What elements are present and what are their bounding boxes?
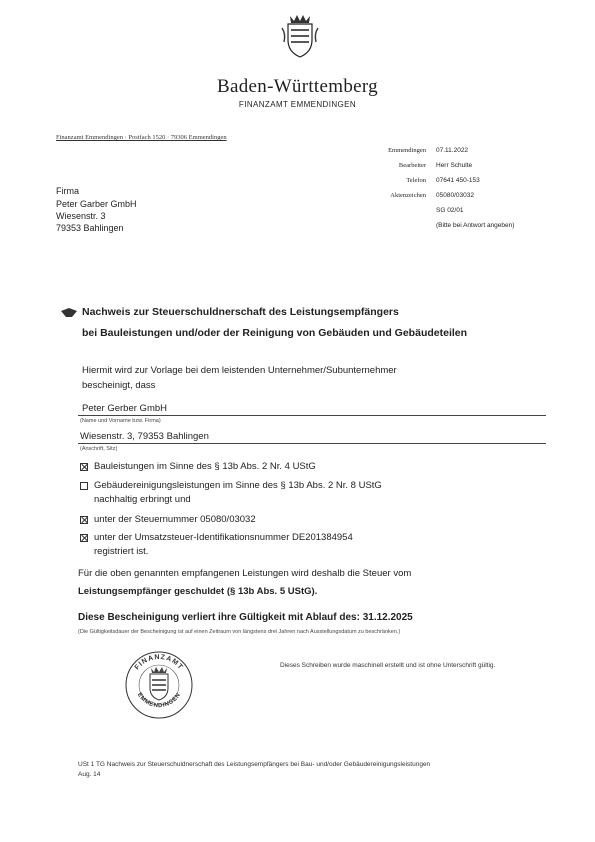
meta-label: Aktenzeichen [390, 192, 426, 199]
checkbox-construction-services[interactable] [80, 463, 88, 471]
coat-of-arms-icon [280, 10, 320, 60]
footer-form-id: USt 1 TG Nachweis zur Steuerschuldnerschaft des Leistungsempfängers bei Bau- und/oder Gebäudereinigungsleistungen [78, 761, 431, 768]
conclusion-line-1: Für die oben genannten empfangenen Leistungen wird deshalb die Steuer vom [78, 568, 412, 579]
meta-group [330, 207, 540, 219]
meta-value: Herr Schulte [436, 162, 473, 169]
return-address: Finanzamt Emmendingen · Postfach 1520 · 79306 Emmendingen [56, 134, 227, 141]
company-caption: (Name und Vorname bzw. Firma) [80, 418, 161, 424]
recipient-line: 79353 Bahlingen [56, 223, 124, 233]
checkbox-tax-number[interactable] [80, 516, 88, 524]
meta-value: SG 02/01 [436, 207, 464, 214]
meta-label: Telefon [406, 177, 426, 184]
svg-text:FINANZAMT: FINANZAMT [133, 653, 185, 672]
document-marker-icon [60, 307, 78, 318]
meta-value: 07.11.2022 [436, 147, 469, 154]
system-note: Dieses Schreiben wurde maschinell erstellt und ist ohne Unterschrift gültig. [280, 662, 496, 669]
meta-hint [330, 222, 540, 234]
meta-clerk [330, 162, 540, 174]
company-address-underline [78, 443, 546, 444]
state-name: Baden-Württemberg [217, 76, 378, 97]
check-label: unter der Steuernummer 05080/03032 [94, 514, 256, 525]
address-caption: (Anschrift, Sitz) [80, 446, 118, 452]
intro-line-2: bescheinigt, dass [82, 380, 156, 391]
meta-phone [330, 177, 540, 189]
meta-value: (Bitte bei Antwort angeben) [436, 222, 515, 229]
check-label: Gebäudereinigungsleistungen im Sinne des § 13b Abs. 2 Nr. 8 UStG [94, 480, 382, 491]
validity-statement: Diese Bescheinigung verliert ihre Gültigkeit mit Ablauf des: 31.12.2025 [78, 612, 413, 623]
title-line-2: bei Bauleistungen und/oder der Reinigung von Gebäuden und Gebäudeteilen [82, 327, 468, 339]
meta-label: Emmendingen [388, 147, 426, 154]
check-label-cont: nachhaltig erbringt und [94, 494, 191, 505]
recipient-line: Firma [56, 186, 79, 196]
meta-value: 07641 450-153 [436, 177, 480, 184]
meta-file-number [330, 192, 540, 204]
meta-date [330, 147, 540, 159]
conclusion-text: Leistungsempfänger geschuldet (§ 13b Abs. 5 UStG). [78, 586, 318, 597]
check-label: Bauleistungen im Sinne des § 13b Abs. 2 Nr. 4 UStG [94, 461, 316, 472]
meta-label: Bearbeiter [398, 162, 426, 169]
checkbox-vat-id[interactable] [80, 534, 88, 542]
conclusion-line-2 [78, 586, 317, 597]
intro-line-1: Hiermit wird zur Vorlage bei dem leistenden Unternehmer/Subunternehmer [82, 365, 397, 376]
checkbox-cleaning-services[interactable] [80, 482, 88, 490]
check-label: unter der Umsatzsteuer-Identifikationsnummer DE201384954 [94, 532, 353, 543]
office-name: FINANZAMT EMMENDINGEN [238, 100, 357, 109]
official-seal-icon [124, 650, 194, 720]
title-line-1: Nachweis zur Steuerschuldnerschaft des Leistungsempfängers [82, 306, 399, 318]
svg-text:EMMENDINGEN: EMMENDINGEN [135, 691, 183, 710]
meta-value: 05080/03032 [436, 192, 474, 199]
validity-note: (Die Gültigkeitsdauer der Bescheinigung ist auf einen Zeitraum von längstens drei Jahren nach Ausstellungsdatum zu beschränken.) [78, 629, 401, 635]
company-name: Peter Gerber GmbH [82, 403, 167, 414]
recipient-line: Peter Garber GmbH [56, 199, 137, 209]
recipient-line: Wiesenstr. 3 [56, 211, 106, 221]
check-label-cont: registriert ist. [94, 546, 149, 557]
company-name-underline [78, 415, 546, 416]
footer-version: Aug. 14 [78, 771, 101, 778]
company-address: Wiesenstr. 3, 79353 Bahlingen [80, 431, 209, 442]
